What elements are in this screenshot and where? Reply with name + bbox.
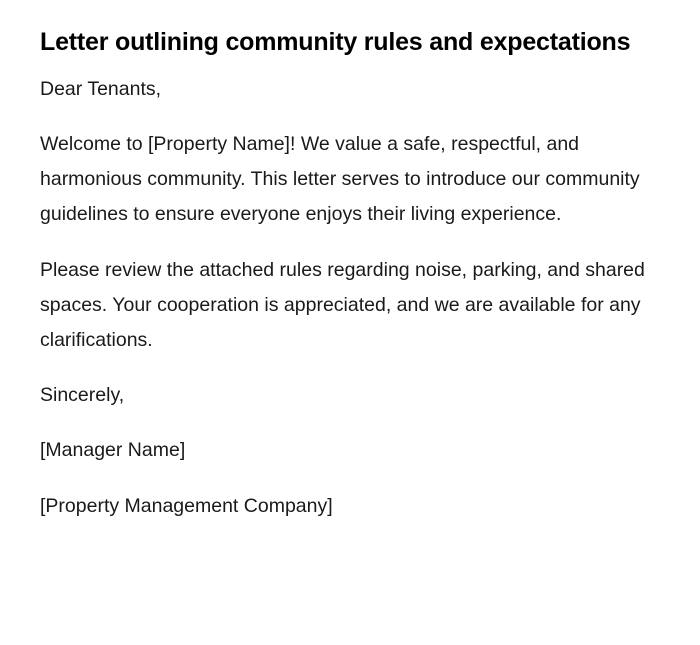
letter-document [40, 20, 650, 524]
letter-greeting: Dear Tenants, [40, 78, 162, 100]
letter-paragraph-rules: Please review the attached rules regarding noise, parking, and shared spaces. Your cooperation is appreciated, and we are available for any clarifications. [40, 259, 645, 351]
letter-manager-name: [Manager Name] [40, 439, 186, 461]
letter-title: Letter outlining community rules and expectations [40, 28, 631, 56]
letter-closing: Sincerely, [40, 384, 125, 406]
letter-company-name: [Property Management Company] [40, 495, 333, 517]
letter-paragraph-welcome: Welcome to [Property Name]! We value a safe, respectful, and harmonious community. This letter serves to introduce our community guidelines to ensure everyone enjoys their living experience. [40, 133, 640, 225]
